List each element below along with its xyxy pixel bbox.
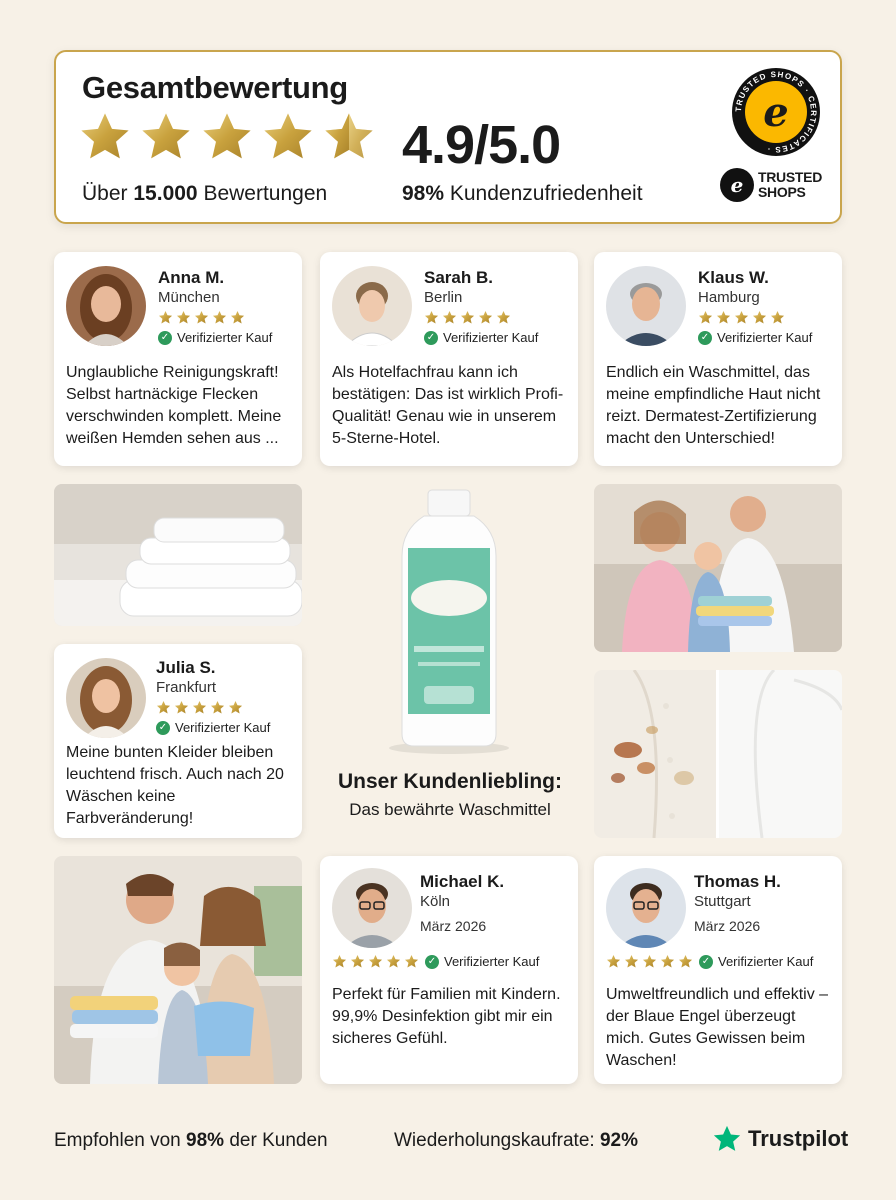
- star-icon: [716, 310, 731, 325]
- satisfaction-label: Kundenzufriedenheit: [449, 182, 643, 205]
- seal-ring-text: TRUSTED SHOPS · CERTIFICATES ·: [733, 69, 819, 155]
- trustpilot-wordmark: Trustpilot: [748, 1126, 849, 1151]
- product-bottle: [384, 486, 514, 756]
- star-icon: [156, 700, 171, 715]
- star-icon: [368, 954, 383, 969]
- reviewer-name: Sarah B.: [424, 268, 493, 287]
- review-count: [82, 182, 327, 206]
- review-text: Als Hotelfachfrau kann ich bestätigen: Das ist wirklich Profi-Qualität! Genau wie in unserem 5-Sterne-Hotel.: [332, 364, 564, 447]
- reviewer-name: Thomas H.: [694, 872, 781, 891]
- verified-badge: [158, 330, 272, 345]
- star-icon: [212, 310, 227, 325]
- verified-label: Verifizierter Kauf: [717, 330, 813, 345]
- summary-stars: [78, 110, 376, 164]
- star-icon: [660, 954, 675, 969]
- review-stars: [698, 310, 785, 325]
- reviewer-city: Köln: [420, 893, 451, 910]
- avatar: [332, 868, 412, 948]
- star-icon: [192, 700, 207, 715]
- verified-label: Verifizierter Kauf: [718, 954, 814, 969]
- check-circle-icon: ✓: [699, 955, 713, 969]
- check-circle-icon: ✓: [698, 331, 712, 345]
- review-card: [320, 856, 578, 1084]
- recommended-suffix: der Kunden: [229, 1130, 328, 1151]
- reviewer-city: Hamburg: [698, 289, 760, 306]
- reviewer-city: Frankfurt: [156, 679, 217, 696]
- avatar-woman-icon: [332, 266, 412, 346]
- towels-image: [54, 484, 302, 626]
- review-card: [54, 644, 302, 838]
- review-stars: [606, 954, 693, 969]
- summary-title: Gesamtbewertung: [82, 70, 348, 105]
- repurchase-value: 92%: [599, 1130, 638, 1151]
- family-sofa-image: [594, 484, 842, 652]
- star-icon: [200, 110, 254, 164]
- recommended-prefix: Empfohlen von: [54, 1130, 181, 1151]
- review-text: Endlich ein Waschmittel, das meine empfindliche Haut nicht reizt. Dermatest-Zertifizierung macht den Unterschied!: [606, 364, 821, 447]
- star-icon: [228, 700, 243, 715]
- avatar: [66, 658, 146, 738]
- trustpilot-star-icon: [712, 1124, 742, 1154]
- reviewer-name: Klaus W.: [698, 268, 769, 287]
- review-card: [54, 252, 302, 466]
- family-photo: [594, 484, 842, 652]
- star-icon: [210, 700, 225, 715]
- verified-badge: [425, 954, 539, 969]
- check-circle-icon: ✓: [425, 955, 439, 969]
- review-card: [320, 252, 578, 466]
- star-icon: [386, 954, 401, 969]
- review-meta: [332, 954, 539, 969]
- star-icon: [332, 954, 347, 969]
- check-circle-icon: ✓: [424, 331, 438, 345]
- svg-text:TRUSTED SHOPS · CERTIFICATES ·: [734, 70, 818, 154]
- before-after-photo: [594, 670, 842, 838]
- review-text: Unglaubliche Reinigungskraft! Selbst hartnäckige Flecken verschwinden komplett. Meine weißen Hemden sehen aus ...: [66, 364, 282, 447]
- star-icon: [424, 310, 439, 325]
- star-icon: [230, 310, 245, 325]
- star-icon: [478, 310, 493, 325]
- verified-label: Verifizierter Kauf: [177, 330, 273, 345]
- verified-badge: [699, 954, 813, 969]
- star-icon: [78, 110, 132, 164]
- family-laundry-image: [54, 856, 302, 1084]
- review-date: März 2026: [694, 918, 761, 934]
- review-stars: [156, 700, 243, 715]
- star-icon: [734, 310, 749, 325]
- review-stars: [158, 310, 245, 325]
- review-card: [594, 856, 842, 1084]
- avatar-woman-icon: [66, 266, 146, 346]
- stained-shirt-image: [594, 670, 842, 838]
- star-icon: [442, 310, 457, 325]
- review-text: Umweltfreundlich und effektiv – der Blaue Engel überzeugt mich. Gutes Gewissen beim Waschen!: [606, 986, 829, 1069]
- verified-badge: [698, 330, 812, 345]
- wordmark-line-2: SHOPS: [758, 184, 806, 200]
- product-caption-subtitle: Das bewährte Waschmittel: [349, 800, 551, 819]
- verified-label: Verifizierter Kauf: [444, 954, 540, 969]
- seal-ring-icon: [732, 68, 820, 156]
- review-text: Perfekt für Familien mit Kindern. 99,9% Desinfektion gibt mir ein sicheres Gefühl.: [332, 986, 561, 1047]
- detergent-bottle-image: [384, 486, 514, 756]
- avatar: [606, 868, 686, 948]
- avatar: [332, 266, 412, 346]
- repurchase-stat: [394, 1130, 638, 1152]
- verified-badge: [156, 720, 270, 735]
- reviewer-city: Berlin: [424, 289, 463, 306]
- star-icon: [770, 310, 785, 325]
- star-icon: [176, 310, 191, 325]
- star-icon: [698, 310, 713, 325]
- review-count-suffix: Bewertungen: [203, 182, 328, 205]
- average-rating: 4.9/5.0: [402, 115, 561, 175]
- product-caption-title: Unser Kundenliebling:: [337, 770, 562, 793]
- star-icon: [194, 310, 209, 325]
- review-meta: [606, 954, 813, 969]
- trusted-shops-e-icon: e: [720, 168, 754, 202]
- star-icon: [158, 310, 173, 325]
- verified-label: Verifizierter Kauf: [443, 330, 539, 345]
- star-icon: [496, 310, 511, 325]
- verified-label: Verifizierter Kauf: [175, 720, 271, 735]
- wordmark-line-1: TRUSTED: [758, 169, 823, 185]
- avatar-woman-icon: [66, 658, 146, 738]
- star-icon: [752, 310, 767, 325]
- satisfaction-value: 98%: [402, 182, 445, 205]
- reviewer-city: Stuttgart: [694, 893, 751, 910]
- reviewer-name: Anna M.: [158, 268, 225, 287]
- star-icon: [460, 310, 475, 325]
- review-count-prefix: Über: [82, 182, 128, 205]
- recommendation-stat: [54, 1130, 328, 1152]
- trustpilot-logo[interactable]: [712, 1124, 848, 1154]
- review-card: [594, 252, 842, 466]
- review-text: Meine bunten Kleider bleiben leuchtend frisch. Auch nach 20 Wäschen keine Farbveränderung!: [66, 744, 284, 827]
- review-stars: [424, 310, 511, 325]
- check-circle-icon: ✓: [158, 331, 172, 345]
- review-date: März 2026: [420, 918, 487, 934]
- star-icon: [624, 954, 639, 969]
- check-circle-icon: ✓: [156, 721, 170, 735]
- repurchase-label: Wiederholungskaufrate:: [394, 1130, 595, 1151]
- reviewer-name: Julia S.: [156, 658, 216, 677]
- avatar: [606, 266, 686, 346]
- star-icon: [642, 954, 657, 969]
- reviewer-name: Michael K.: [420, 872, 505, 891]
- avatar-man-icon: [606, 266, 686, 346]
- star-icon: [261, 110, 315, 164]
- avatar-man-glasses-icon: [606, 868, 686, 948]
- seal-e-mark: e: [745, 81, 807, 143]
- trusted-shops-wordmark: [758, 170, 822, 200]
- trusted-shops-logo[interactable]: [720, 168, 822, 202]
- review-stars: [332, 954, 419, 969]
- rating-summary-panel: [54, 50, 842, 224]
- star-half-icon: [322, 110, 376, 164]
- avatar: [66, 266, 146, 346]
- star-icon: [606, 954, 621, 969]
- review-count-value: 15.000: [133, 182, 198, 205]
- star-icon: [350, 954, 365, 969]
- customer-satisfaction: [402, 182, 643, 206]
- verified-badge: [424, 330, 538, 345]
- star-icon: [139, 110, 193, 164]
- recommended-value: 98%: [186, 1130, 225, 1151]
- towels-photo: [54, 484, 302, 626]
- star-icon: [174, 700, 189, 715]
- star-icon: [404, 954, 419, 969]
- avatar-man-glasses-icon: [332, 868, 412, 948]
- reviewer-city: München: [158, 289, 220, 306]
- trusted-shops-seal[interactable]: [732, 68, 820, 156]
- family-photo-2: [54, 856, 302, 1084]
- star-icon: [678, 954, 693, 969]
